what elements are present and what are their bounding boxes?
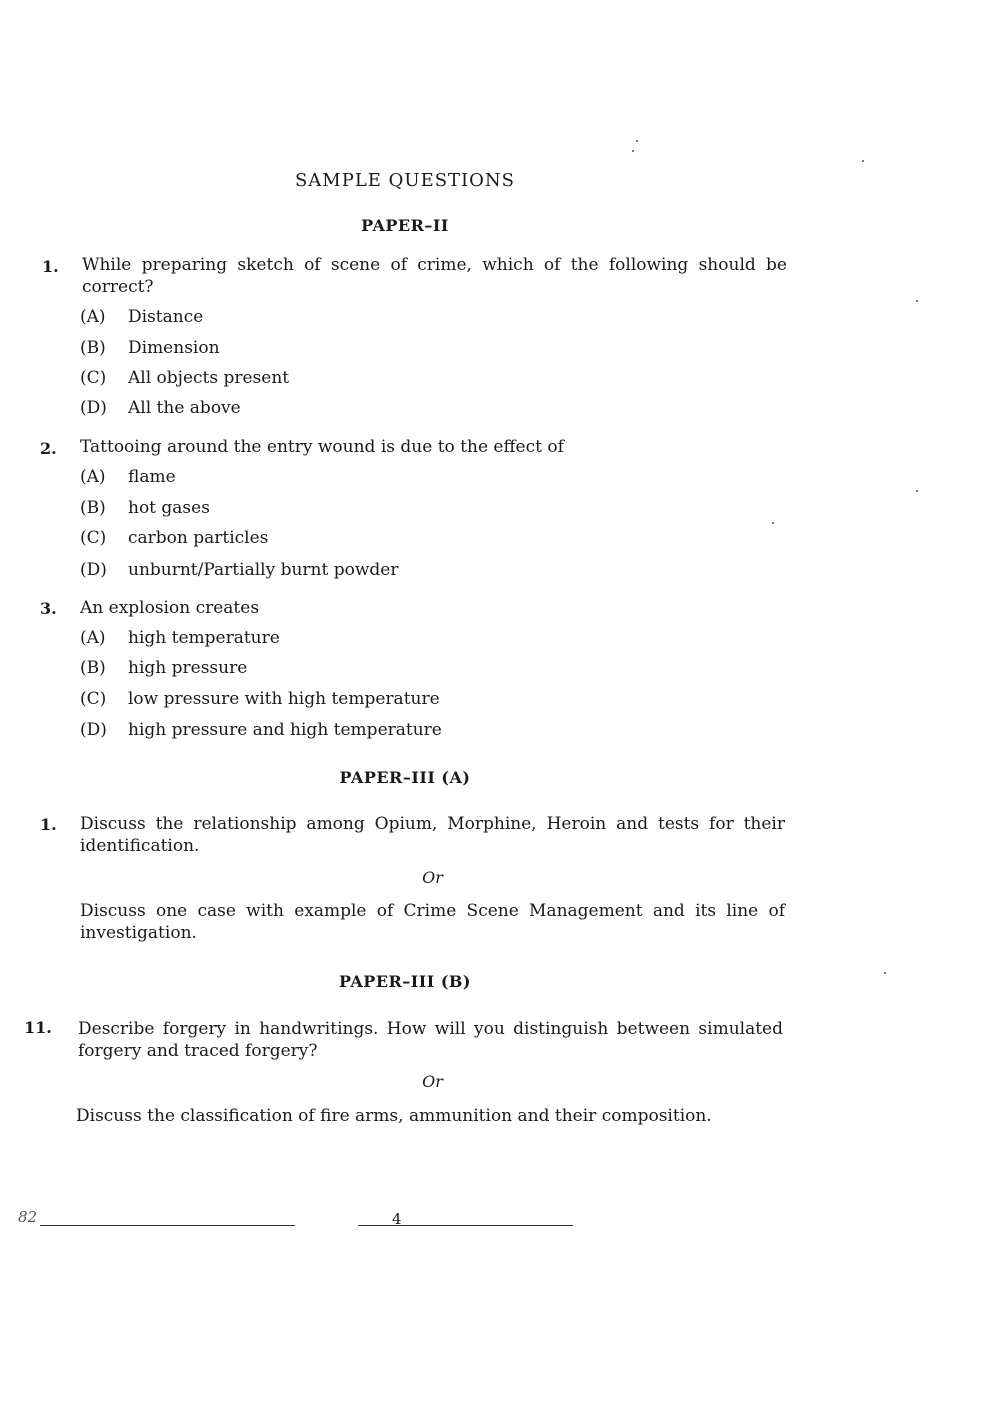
option-item <box>80 658 500 680</box>
footer-rule-right <box>358 1225 573 1226</box>
option-item <box>80 398 480 420</box>
alternative-question-text: Discuss one case with example of Crime Scene Management and its line of investigation. <box>80 901 785 943</box>
question-text: Discuss the relationship among Opium, Morphine, Heroin and tests for their identification. <box>80 814 785 856</box>
footer-code: 82 <box>18 1208 38 1226</box>
option-item <box>80 498 480 520</box>
scan-speck <box>862 160 864 162</box>
option-text: hot gases <box>128 498 210 518</box>
option-label: (C) <box>80 528 107 548</box>
option-item <box>80 560 500 582</box>
option-label: (B) <box>80 498 106 518</box>
paper-iii-b-heading: PAPER–III (B) <box>339 972 471 991</box>
or-separator: Or <box>422 868 443 887</box>
option-text: high pressure and high temperature <box>128 720 442 740</box>
question-number: 1. <box>42 257 59 276</box>
option-text: flame <box>128 467 176 487</box>
option-label: (D) <box>80 398 107 418</box>
option-text: unburnt/Partially burnt powder <box>128 560 399 580</box>
option-label: (A) <box>80 307 106 327</box>
option-text: Distance <box>128 307 204 327</box>
scan-speck <box>772 522 774 524</box>
scan-speck <box>916 300 918 302</box>
option-text: carbon particles <box>128 528 269 548</box>
scan-speck <box>884 972 886 974</box>
option-label: (D) <box>80 560 107 580</box>
option-item <box>80 338 480 360</box>
page-title: SAMPLE QUESTIONS <box>294 170 516 191</box>
option-text: high temperature <box>128 628 280 648</box>
question-text: Tattooing around the entry wound is due to the effect of <box>80 437 564 457</box>
option-label: (B) <box>80 658 106 678</box>
question-number: 1. <box>40 815 57 834</box>
option-item <box>80 467 480 489</box>
option-label: (D) <box>80 720 107 740</box>
footer-rule-left <box>40 1225 295 1226</box>
option-label: (C) <box>80 689 107 709</box>
question-text: While preparing sketch of scene of crime, which of the following should be correct? <box>82 255 787 297</box>
option-item <box>80 628 500 650</box>
or-separator: Or <box>422 1072 443 1091</box>
option-item <box>80 307 480 329</box>
option-text: All objects present <box>128 368 290 388</box>
option-label: (A) <box>80 467 106 487</box>
option-item <box>80 720 500 742</box>
option-text: Dimension <box>128 338 220 358</box>
option-text: high pressure <box>128 658 248 678</box>
option-item <box>80 528 480 550</box>
alternative-question-text: Discuss the classification of fire arms, ammunition and their composition. <box>76 1106 712 1126</box>
question-number: 11. <box>24 1018 52 1037</box>
scan-speck <box>636 140 638 142</box>
option-text: All the above <box>128 398 241 418</box>
option-text: low pressure with high temperature <box>128 689 440 709</box>
scan-speck <box>916 490 918 492</box>
paper-iii-a-heading: PAPER–III (A) <box>339 768 471 787</box>
question-text: Describe forgery in handwritings. How will you distinguish between simulated forgery and traced forgery? <box>78 1019 783 1061</box>
option-label: (A) <box>80 628 106 648</box>
question-number: 3. <box>40 599 57 618</box>
scan-speck <box>632 150 634 152</box>
option-label: (B) <box>80 338 106 358</box>
question-number: 2. <box>40 439 57 458</box>
option-item <box>80 368 480 390</box>
option-label: (C) <box>80 368 107 388</box>
question-text: An explosion creates <box>80 598 260 618</box>
page-number: 4 <box>392 1210 402 1228</box>
option-item <box>80 689 500 711</box>
paper-ii-heading: PAPER–II <box>361 216 449 235</box>
